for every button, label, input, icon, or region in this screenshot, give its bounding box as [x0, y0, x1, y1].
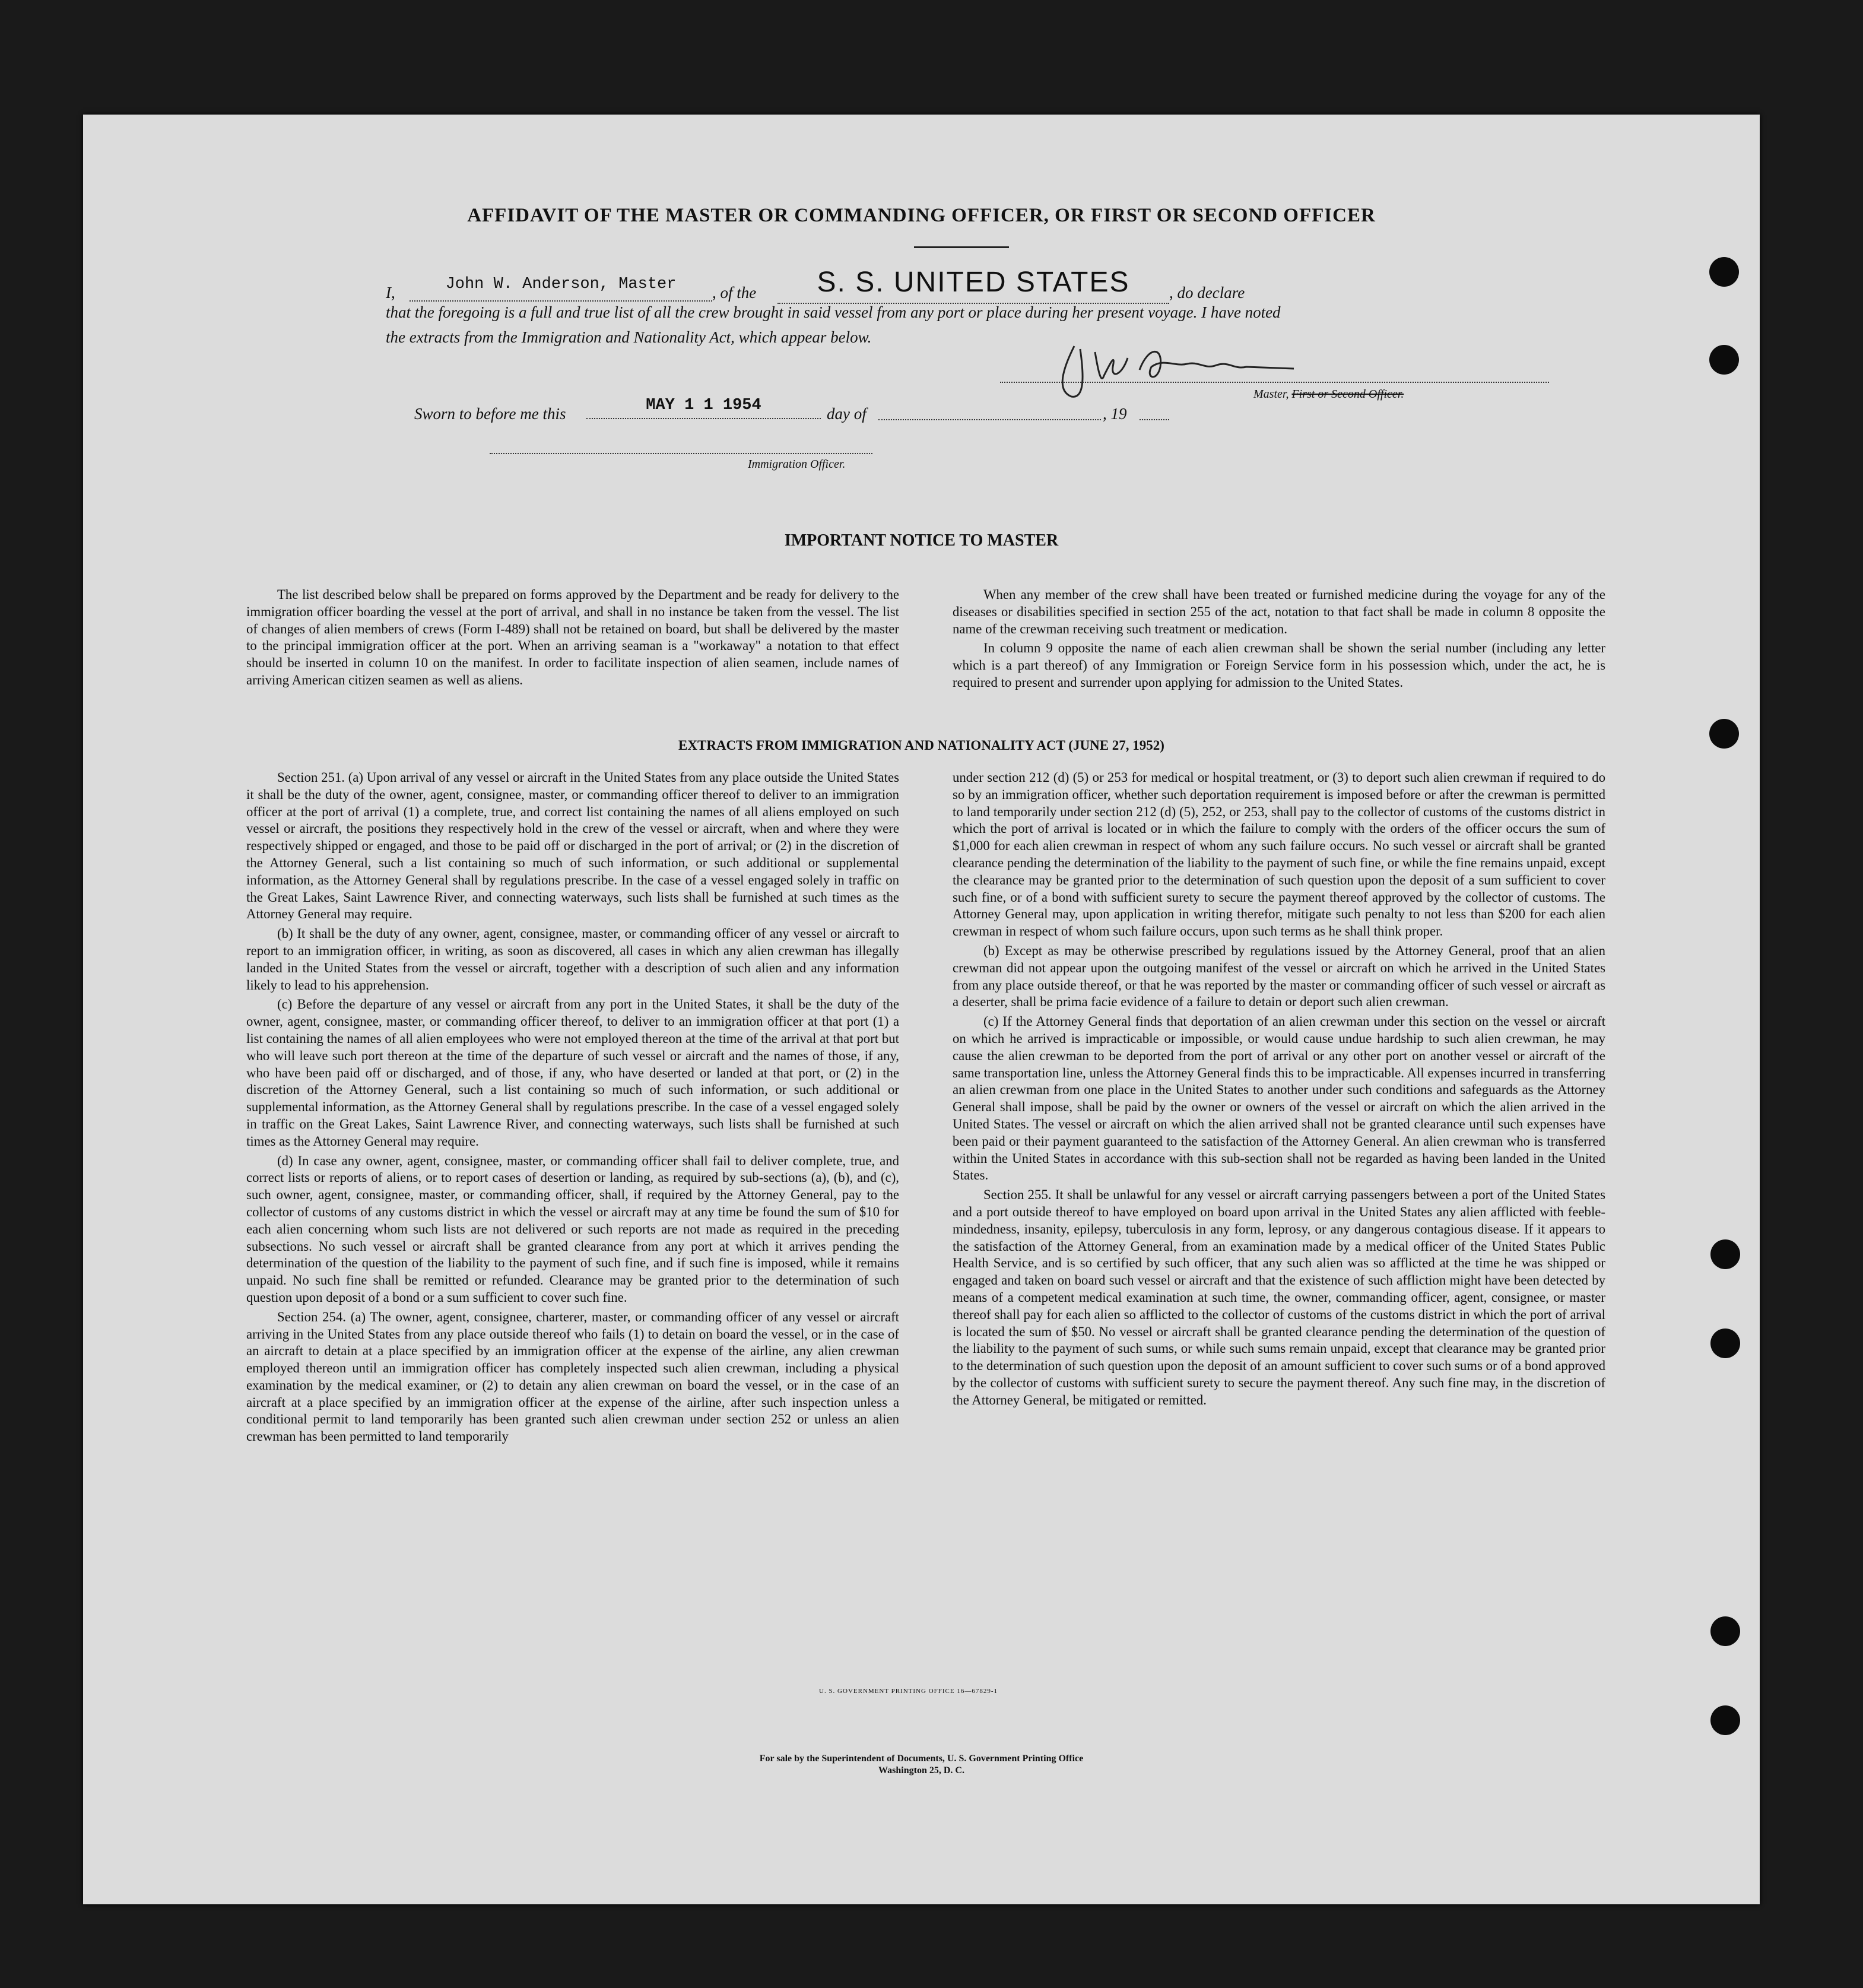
act-paragraph: Section 251. (a) Upon arrival of any vessel or aircraft in the United States from any place outside the United States it shall be the duty of the owner, agent, consignee, master, or commanding officer thereof to deliver to an immigration officer at the port of arrival (1) a complete, true, and correct list containing the names of all aliens employed on such vessel or aircraft, the positions they respectively hold in the crew of the vessel or aircraft, when and where they were respectively shipped or engaged, and those to be paid off or discharged in the port of arrival; or (2) in the discretion of the Attorney General, such a list containing so much of such information, or such additional or supplemental information, as the Attorney General shall by regulations prescribe. In the case of a vessel engaged solely in traffic on the Great Lakes, Saint Lawrence River, and connecting waterways, such lists shall be furnished at such times as the Attorney General may require. — [246, 770, 899, 922]
notice-paragraph: When any member of the crew shall have been treated or furnished medicine during the voyage for any of the diseases or disabilities specified in section 255 of the act, notation to that fact shall be made in column 8 opposite the name of the crewman receiving such treatment or medication. — [953, 587, 1605, 636]
notice-right-column — [953, 586, 1605, 694]
extracts-title: EXTRACTS FROM IMMIGRATION AND NATIONALITY ACT (JUNE 27, 1952) — [678, 738, 1164, 753]
affidavit-page — [83, 115, 1760, 1904]
declaration-line-1 — [386, 267, 1561, 307]
punch-hole — [1709, 257, 1739, 287]
punch-hole — [1710, 1239, 1740, 1269]
signature-caption-master: Master, — [1253, 388, 1289, 401]
act-paragraph: (c) If the Attorney General finds that deportation of an alien crewman under this section on the vessel or aircraft on which he arrived is impracticable or impossible, or would cause undue hardship to such alien crewman, he may cause the alien crewman to be deported from the port of arrival or any other port on another vessel or aircraft of the same transportation line, unless the Attorney General finds this to be impracticable. All expenses incurred in transferring an alien crewman from one place in the United States to another under such conditions and safeguards as the Attorney General shall impose, shall be paid by the owner or owners of the vessel or aircraft on which the alien arrived in the United States. The vessel or aircraft on which the alien arrived shall not be granted clearance until such expenses have been paid or their payment guaranteed to the satisfaction of the Attorney General. An alien crewman who is transferred within the United States in accordance with this sub-section shall not be regarded as having been landed in the United States. — [953, 1014, 1605, 1183]
for-sale-line-1: For sale by the Superintendent of Documents, U. S. Government Printing Office — [759, 1754, 1084, 1764]
notice-paragraph: In column 9 opposite the name of each alien crewman shall be shown the serial number (including any letter which is a part thereof) of any Immigration or Foreign Service form in his possession which, under the act, he is required to present and surrender upon applying for admission to the United States. — [953, 641, 1605, 690]
act-right-column — [953, 769, 1605, 1411]
notice-paragraph: The list described below shall be prepared on forms approved by the Department and be ready for delivery to the immigration officer boarding the vessel at the port of arrival, and shall in no instance be taken from the vessel. The list of changes of alien members of crews (Form I-489) shall not be retained on board, but shall be delivered by the master to the principal immigration officer at the port. When an arriving seaman is a "workaway" a notation to that effect should be inserted in column 10 on the manifest. In order to facilitate inspection of alien seamen, include names of arriving American citizen seamen as well as aliens. — [246, 587, 899, 687]
declaration-line-3: the extracts from the Immigration and Nationality Act, which appear below. — [386, 328, 872, 346]
punch-hole — [1710, 1616, 1740, 1646]
signature-line — [1000, 382, 1549, 383]
signature-caption-struck: First or Second Officer. — [1291, 388, 1404, 401]
act-paragraph: Section 255. It shall be unlawful for any vessel or aircraft carrying passengers between a port of the United States and a port outside thereof to have employed on board upon arrival in the United States any alien afflicted with feeble-mindedness, insanity, epilepsy, tuberculosis in any form, leprosy, or any dangerous contagious disease. If it appears to the satisfaction of the Attorney General, from an examination made by a medical officer of the United States Public Health Service, and is so certified by such officer, that any such alien was so afflicted at the time he was shipped or engaged and taken on board such vessel or aircraft and that the existence of such affliction might have been detected by means of a competent medical examination at such time, the owner, commanding officer, agent, consignee, or master thereof shall pay for each alien so afflicted to the collector of customs of the customs district in which the port of arrival is located the sum of $50. No vessel or aircraft shall be granted clearance pending the determination of the question of the liability to the payment of such sums, or while such sums remain unpaid, except that clearance may be granted prior to the determination of such question upon the deposit of an amount sufficient to cover such sums or of a bond approved by the collector of customs with sufficient surety to secure the payment thereof. Any such fine may, in the discretion of the Attorney General, be mitigated or remitted. — [953, 1187, 1605, 1407]
act-paragraph: Section 254. (a) The owner, agent, consignee, charterer, master, or commanding officer of any vessel or aircraft arriving in the United States from any place outside thereof who fails (1) to detain on board the vessel, or in the case of an aircraft to detain at a place specified by an immigration officer at the expense of the airline, any alien crewman employed thereon until an immigration officer has completely inspected such alien crewman, including a physical examination by the medical examiner, or (2) to detain any alien crewman on board the vessel, or in the case of an aircraft at a place specified by an immigration officer at the expense of the airline, after such inspection unless a conditional permit to land temporarily has been granted such alien crewman under section 252 or unless an alien crewman has been permitted to land temporarily — [246, 1309, 899, 1444]
year-label: , 19 — [1103, 405, 1127, 423]
year-field — [1140, 405, 1169, 420]
act-left-column — [246, 769, 899, 1448]
notice-left-column — [246, 586, 899, 692]
do-declare-label: , do declare — [1169, 284, 1245, 302]
title-divider — [914, 246, 1009, 248]
of-the-label: , of the — [712, 284, 757, 302]
for-sale-line-2: Washington 25, D. C. — [878, 1765, 964, 1775]
punch-hole — [1709, 345, 1739, 375]
declaration-line-2: that the foregoing is a full and true list of all the crew brought in said vessel from any port or place during her present voyage. I have noted — [386, 303, 1281, 321]
declaration-prefix: I, — [386, 284, 395, 302]
act-paragraph: (b) It shall be the duty of any owner, agent, consignee, master, or commanding officer of any vessel or aircraft to report to an immigration officer, in writing, as soon as discovered, all cases in which any alien crewman has illegally landed in the United States from the vessel or aircraft, together with a description of such alien and any information likely to lead to his apprehension. — [246, 926, 899, 993]
day-of-label: day of — [827, 405, 867, 423]
act-paragraph: (d) In case any owner, agent, consignee, master, or commanding officer shall fail to deliver complete, true, and correct lists or reports of aliens, or to report cases of desertion or landing, as required by sub-sections (a), (b), and (c), such owner, agent, consignee, master, or commanding officer, shall, if required by the Attorney General, pay to the collector of customs of any customs district in which the vessel or aircraft may at any time be found the sum of $10 for each alien concerning whom such lists are not delivered or such reports are not made as required in the preceding subsections. No such vessel or aircraft shall be granted clearance from any port at which it arrives pending the determination of the question of the liability to the payment of such fine, and if such fine is imposed, while it remains unpaid. No such fine shall be remitted or refunded. Clearance may be granted prior to the determination of such question upon deposit of a bond or a sum sufficient to cover such fine. — [246, 1153, 899, 1305]
punch-hole — [1710, 1328, 1740, 1358]
gpo-imprint: U. S. GOVERNMENT PRINTING OFFICE 16—67829-1 — [819, 1688, 998, 1695]
punch-hole — [1710, 1705, 1740, 1735]
sworn-date-stamp: MAY 1 1 1954 — [586, 397, 821, 419]
act-paragraph: (c) Before the departure of any vessel or aircraft from any port in the United States, it shall be the duty of the owner, agent, consignee, master, or commanding officer thereof, to deliver to an immigration officer at that port (1) a list containing the names of all alien employees who were not employed thereon at the time of the arrival at that port but who will leave such port thereon at the time of the departure of such vessel or aircraft and the names of those, if any, who have been paid off or discharged, and of those, if any, who have deserted or landed at that port, or (2) in the discretion of the Attorney General, such a list containing so much of such information, or such additional or supplemental information, as the Attorney General shall by regulations prescribe. In the case of a vessel engaged solely in traffic on the Great Lakes, Saint Lawrence River, and connecting waterways, such lists shall be furnished at such times as the Attorney General may require. — [246, 997, 899, 1149]
notice-title: IMPORTANT NOTICE TO MASTER — [784, 531, 1059, 550]
act-paragraph: (b) Except as may be otherwise prescribed by regulations issued by the Attorney General, proof that an alien crewman did not appear upon the outgoing manifest of the vessel or aircraft on which he arrived in the United States from any place outside thereof, or that he was reported by the master or commanding officer of such vessel or aircraft as a deserter, shall be prima facie evidence of a failure to detain or deport such alien crewman. — [953, 943, 1605, 1010]
immigration-officer-line — [490, 453, 872, 454]
immigration-officer-caption: Immigration Officer. — [748, 458, 846, 471]
sworn-line — [414, 397, 1589, 426]
for-sale-notice — [83, 1753, 1760, 1777]
act-paragraph: under section 212 (d) (5) or 253 for medical or hospital treatment, or (3) to deport such alien crewman if required to do so by an immigration officer, whether such deportation requirement is imposed before or after the crewman is permitted to land temporarily under section 212 (d) (5), 252, or 253, shall pay to the collector of customs of the customs district in which the port of arrival is located or in which the failure to comply with the orders of the officer occurs the sum of $1,000 for each alien crewman in respect of whom any such failure occurs. No such vessel or aircraft shall be granted clearance pending the determination of the liability to the payment of such fine, or while the fine remains unpaid, except the clearance may be granted prior to the determination of such question upon the deposit of a sum sufficient to cover such fine, or of a bond with sufficient surety to secure the payment thereof approved by the collector of customs. The Attorney General may, upon application in writing therefor, mitigate such penalty to not less than $200 for each alien crewman in respect of whom such failure occurs, upon such terms as he shall think proper. — [953, 770, 1605, 939]
master-name-field: John W. Anderson, Master — [410, 275, 712, 302]
month-field — [878, 405, 1101, 420]
vessel-name-field: S. S. UNITED STATES — [777, 266, 1169, 304]
affidavit-title: AFFIDAVIT OF THE MASTER OR COMMANDING OFFICER, OR FIRST OR SECOND OFFICER — [467, 205, 1376, 226]
sworn-label: Sworn to before me this — [414, 405, 566, 423]
